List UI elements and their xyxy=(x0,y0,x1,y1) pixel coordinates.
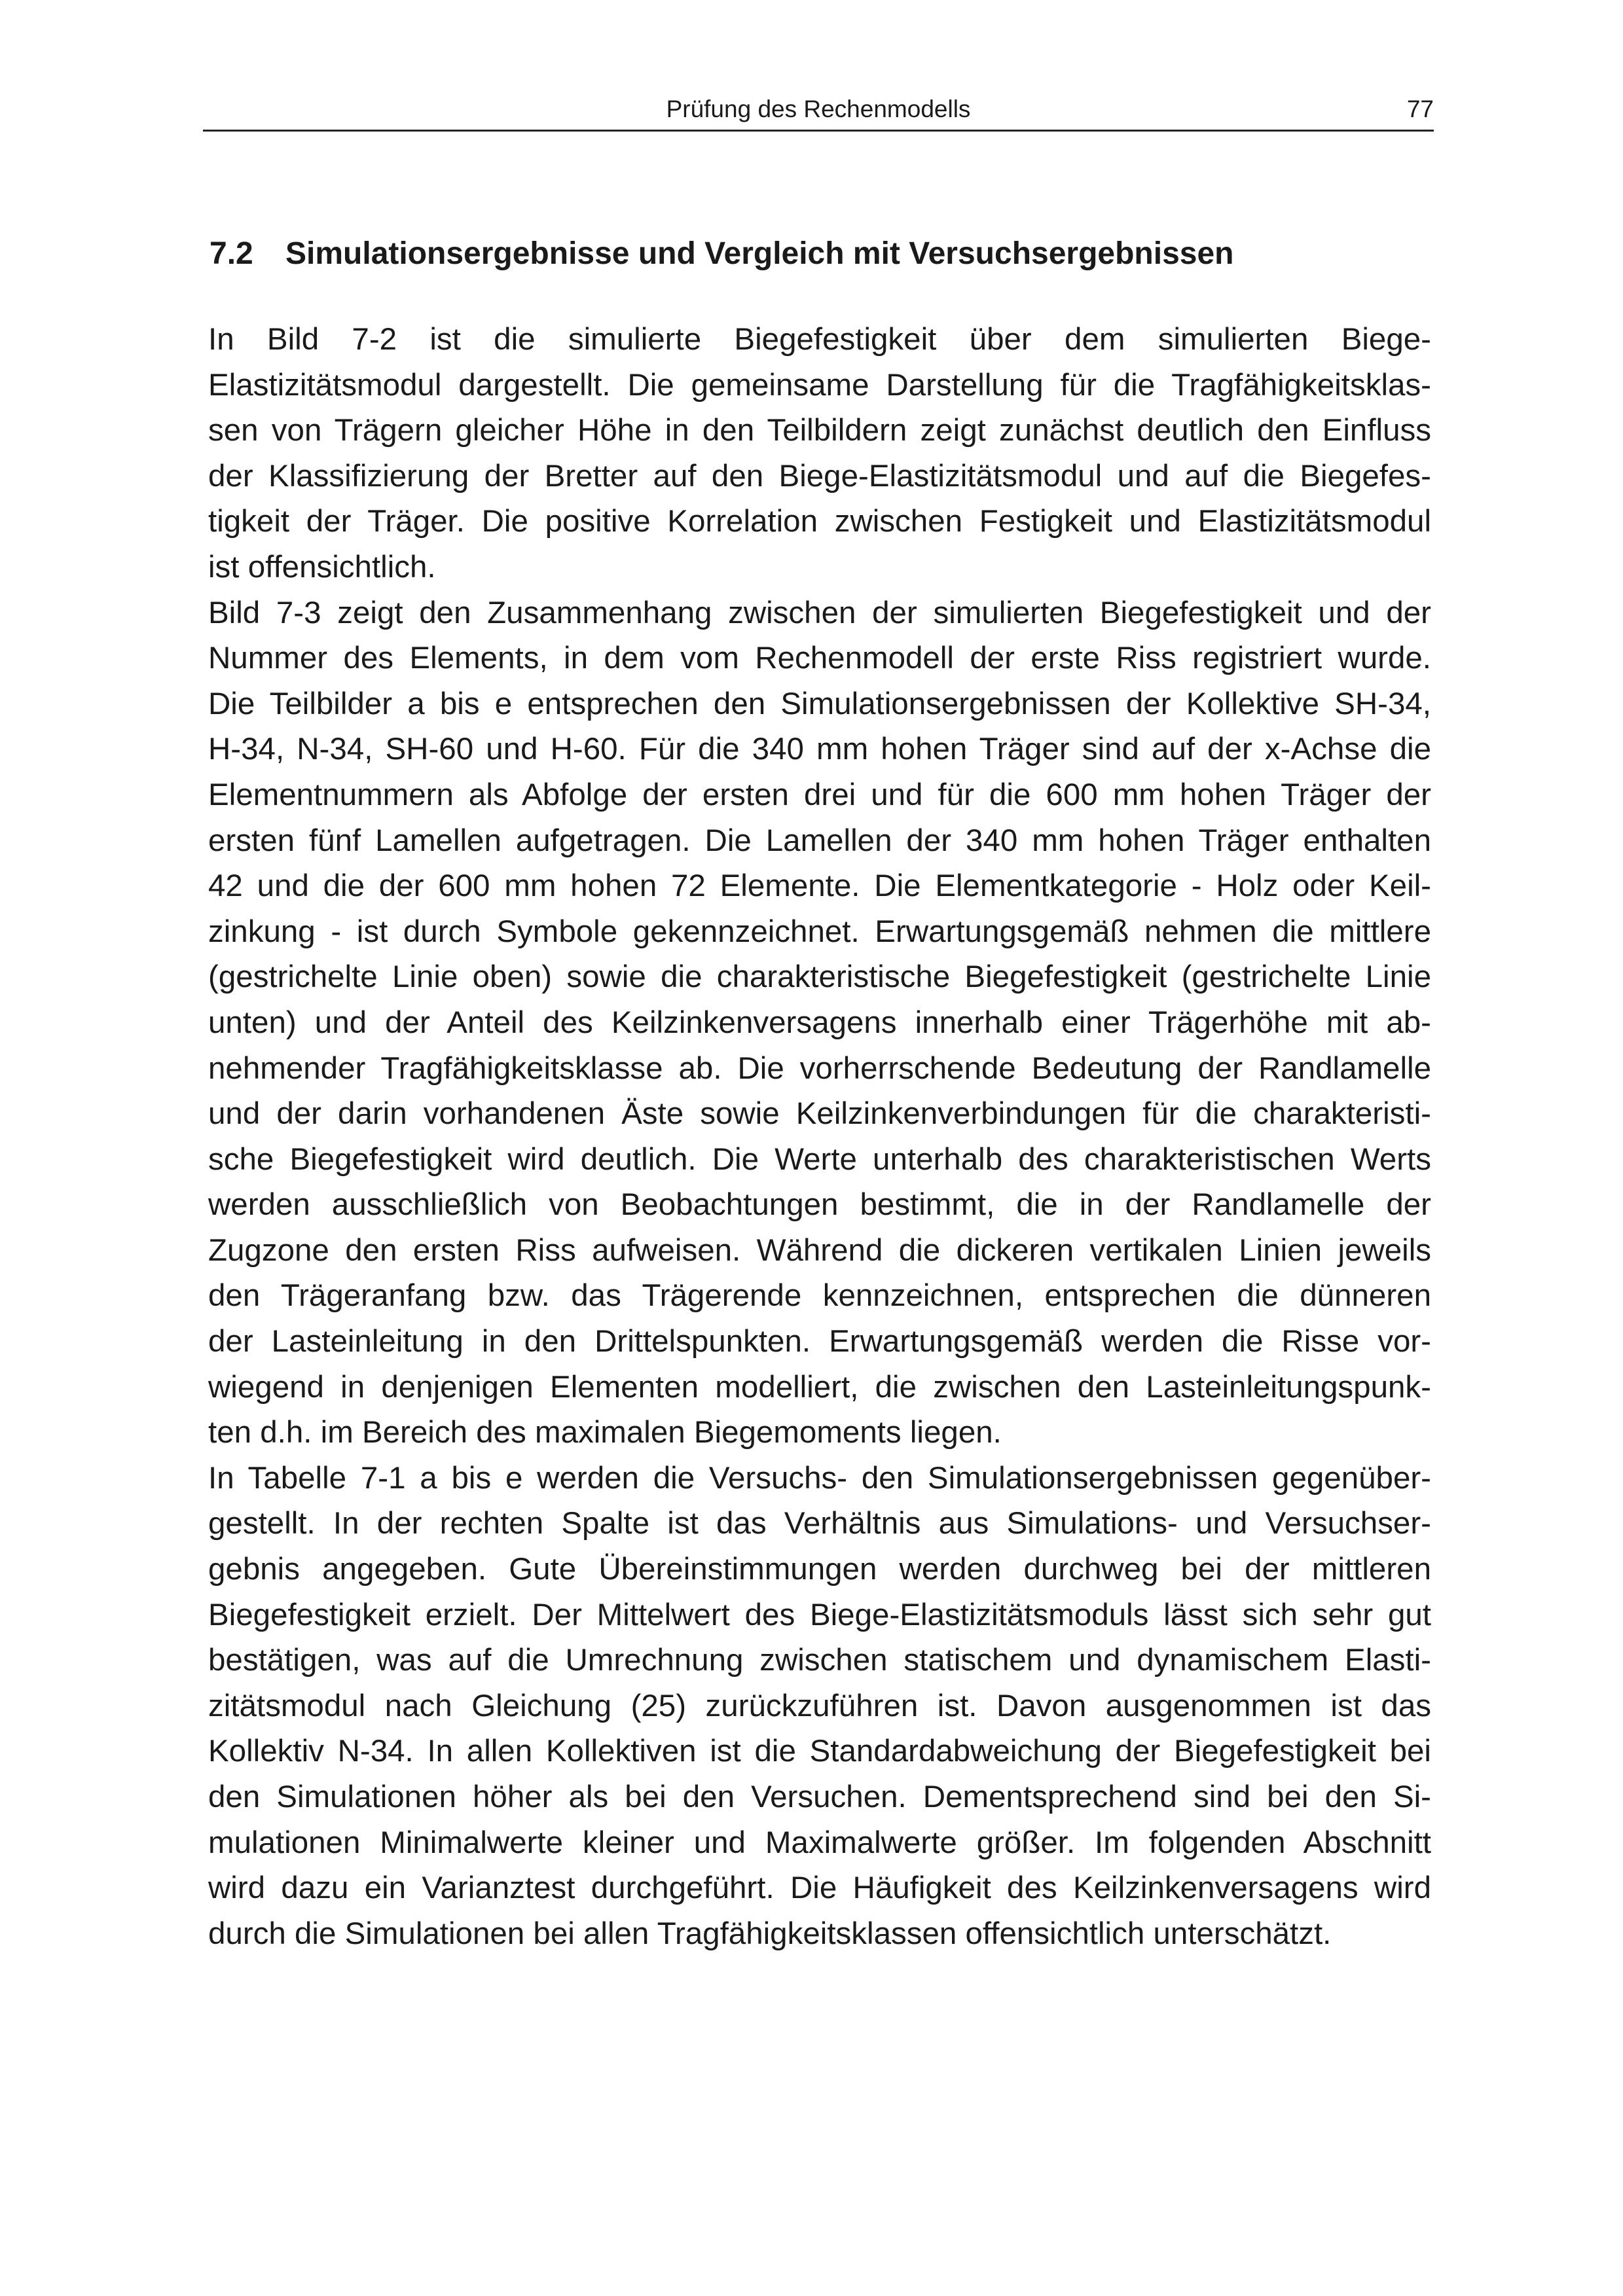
paragraph-3-line: den Simulationen höher als bei den Versuchen. Dementsprechend sind bei den Si- xyxy=(208,1780,1431,1814)
paragraph-2-line: werden ausschließlich von Beobachtungen bestimmt, die in der Randlamelle der xyxy=(208,1187,1431,1223)
paragraph-1-line: der Klassifizierung der Bretter auf den Biege-Elastizitätsmodul und auf die Biegefes- xyxy=(208,458,1431,493)
section-number: 7.2 xyxy=(210,236,253,271)
paragraph-3-line: In Tabelle 7-1 a bis e werden die Versuchs- den Simulationsergebnissen gegenüber- xyxy=(208,1460,1431,1496)
paragraph-2-line: den Trägeranfang bzw. das Trägerende kennzeichnen, entsprechen die dünneren xyxy=(208,1278,1431,1314)
paragraph-2-line: Zugzone den ersten Riss aufweisen. Während die dickeren vertikalen Linien jeweils xyxy=(208,1232,1431,1268)
paragraph-2-line: unten) und der Anteil des Keilzinkenversagens innerhalb einer Trägerhöhe mit ab- xyxy=(208,1005,1431,1040)
paragraph-3-line: bestätigen, was auf die Umrechnung zwischen statischem und dynamischem Elasti- xyxy=(208,1643,1431,1678)
paragraph-2-line: Nummer des Elements, in dem vom Rechenmodell der erste Riss registriert wurde. xyxy=(208,641,1431,676)
paragraph-3-line: Biegefestigkeit erzielt. Der Mittelwert des Biege-Elastizitätsmoduls lässt sich sehr gut xyxy=(208,1597,1431,1632)
paragraph-1-line: Elastizitätsmodul dargestellt. Die gemeinsame Darstellung für die Tragfähigkeitsklas- xyxy=(208,367,1431,403)
paragraph-2-line: ersten fünf Lamellen aufgetragen. Die Lamellen der 340 mm hohen Träger enthalten xyxy=(208,823,1431,858)
paragraph-1-line: In Bild 7-2 ist die simulierte Biegefestigkeit über dem simulierten Biege- xyxy=(208,322,1431,357)
paragraph-2-line: ten d.h. im Bereich des maximalen Biegemoments liegen. xyxy=(208,1415,1002,1450)
section-title: Simulationsergebnisse und Vergleich mit Versuchsergebnissen xyxy=(285,236,1234,271)
paragraph-1-line: tigkeit der Träger. Die positive Korrelation zwischen Festigkeit und Elastizitätsmodul xyxy=(208,504,1431,539)
page-number: 77 xyxy=(1406,96,1434,122)
body-text xyxy=(208,317,1431,1956)
header-title: Prüfung des Rechenmodells xyxy=(666,96,971,122)
paragraph-2-line: Die Teilbilder a bis e entsprechen den Simulationsergebnissen der Kollektive SH-34, xyxy=(208,686,1431,721)
paragraph-2-line: der Lasteinleitung in den Drittelspunkten. Erwartungsgemäß werden die Risse vor- xyxy=(208,1324,1431,1359)
paragraph-2-line: wiegend in denjenigen Elementen modelliert, die zwischen den Lasteinleitungspunk- xyxy=(208,1369,1431,1405)
paragraph-3-line: mulationen Minimalwerte kleiner und Maximalwerte größer. Im folgenden Abschnitt xyxy=(208,1825,1431,1860)
paragraph-2-line: Elementnummern als Abfolge der ersten drei und für die 600 mm hohen Träger der xyxy=(208,777,1431,812)
paragraph-3-line: zitätsmodul nach Gleichung (25) zurückzuführen ist. Davon ausgenommen ist das xyxy=(208,1688,1431,1723)
paragraph-2-line: (gestrichelte Linie oben) sowie die charakteristische Biegefestigkeit (gestrichelte Linie xyxy=(208,960,1431,995)
running-header xyxy=(203,92,1434,132)
paragraph-3-line: Kollektiv N-34. In allen Kollektiven ist die Standardabweichung der Biegefestigkeit bei xyxy=(208,1734,1431,1769)
paragraph-3-line: wird dazu ein Varianztest durchgeführt. Die Häufigkeit des Keilzinkenversagens wird xyxy=(208,1871,1431,1906)
paragraph-2-line: sche Biegefestigkeit wird deutlich. Die Werte unterhalb des charakteristischen Werts xyxy=(208,1141,1431,1177)
paragraph-2-line: H-34, N-34, SH-60 und H-60. Für die 340 mm hohen Träger sind auf der x-Achse die xyxy=(208,732,1431,767)
paragraph-3-line: gebnis angegeben. Gute Übereinstimmungen werden durchweg bei der mittleren xyxy=(208,1552,1431,1587)
paragraph-1-line: ist offensichtlich. xyxy=(208,549,436,584)
paragraph-2-line: nehmender Tragfähigkeitsklasse ab. Die vorherrschende Bedeutung der Randlamelle xyxy=(208,1050,1431,1086)
paragraph-2-line: Bild 7-3 zeigt den Zusammenhang zwischen der simulierten Biegefestigkeit und der xyxy=(208,595,1431,630)
paragraph-3-line: durch die Simulationen bei allen Tragfähigkeitsklassen offensichtlich unterschätzt. xyxy=(208,1916,1332,1951)
section-heading xyxy=(210,236,1233,272)
paragraph-1-line: sen von Trägern gleicher Höhe in den Teilbildern zeigt zunächst deutlich den Einfluss xyxy=(208,413,1431,448)
paragraph-3-line: gestellt. In der rechten Spalte ist das Verhältnis aus Simulations- und Versuchser- xyxy=(208,1506,1431,1541)
paragraph-2-line: und der darin vorhandenen Äste sowie Keilzinkenverbindungen für die charakteristi- xyxy=(208,1096,1431,1132)
paragraph-2-line: 42 und die der 600 mm hohen 72 Elemente. Die Elementkategorie - Holz oder Keil- xyxy=(208,869,1431,904)
paragraph-2-line: zinkung - ist durch Symbole gekennzeichnet. Erwartungsgemäß nehmen die mittlere xyxy=(208,914,1431,949)
